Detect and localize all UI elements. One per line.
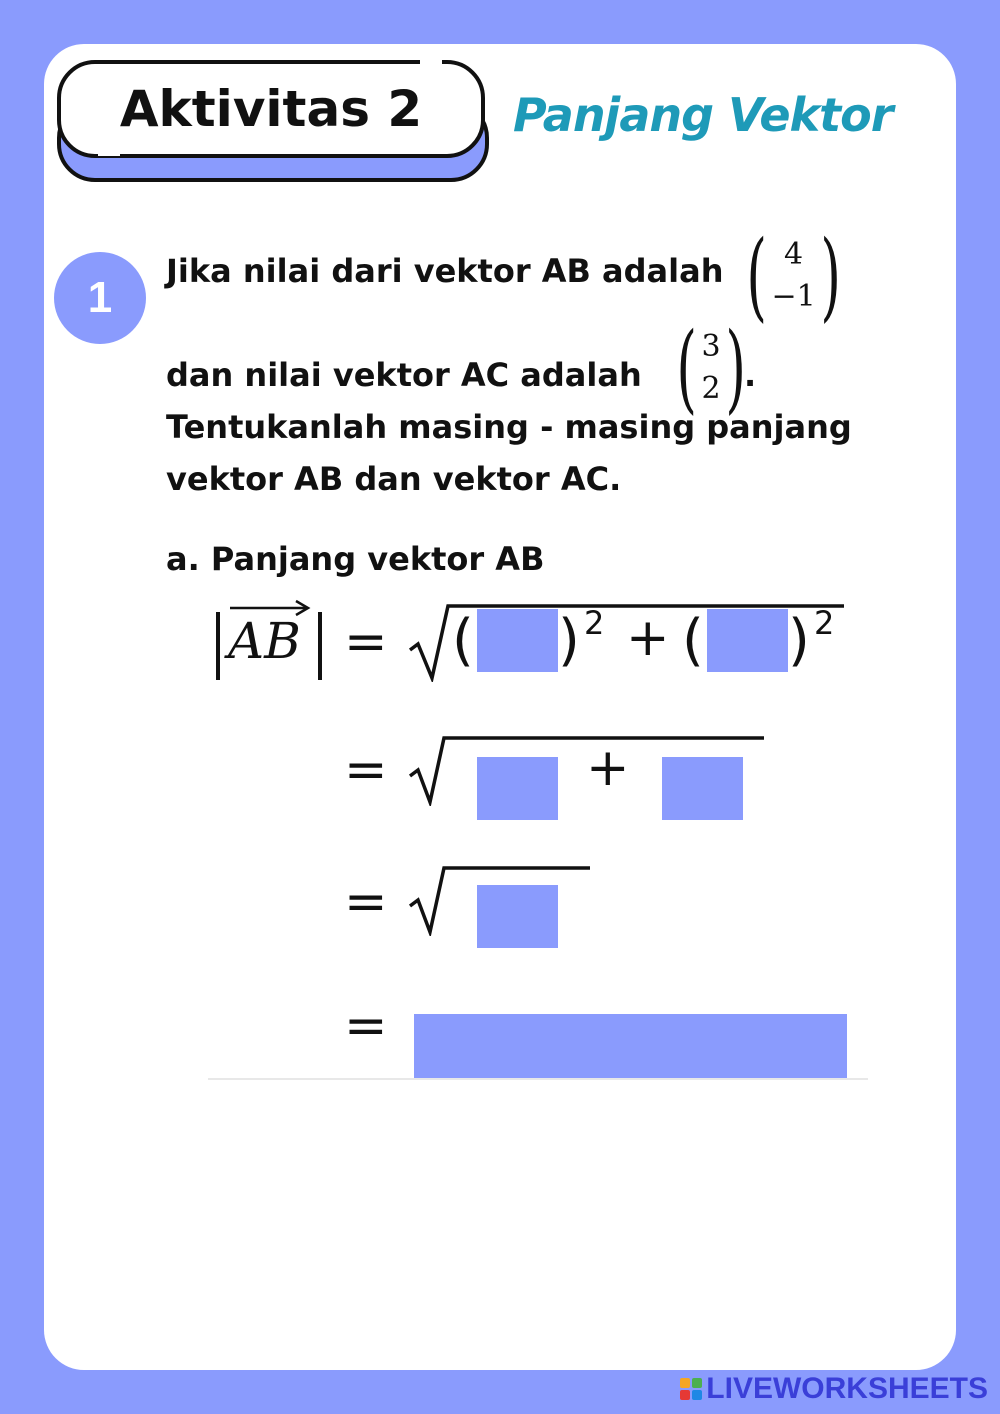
answer-box-square-1[interactable] [477, 757, 558, 820]
open-paren: ( [452, 608, 474, 673]
title-pill [57, 60, 485, 158]
equals-sign: = [344, 872, 388, 932]
page-subtitle: Panjang Vektor [513, 88, 893, 142]
vector-ab-x: 4 [784, 237, 804, 272]
question-period: . [744, 356, 757, 394]
answer-box-result[interactable] [414, 1014, 847, 1078]
question-line-2: dan nilai vektor AC adalah [166, 356, 642, 394]
exponent: 2 [814, 604, 835, 642]
divider [208, 1078, 868, 1080]
vector-arrow-icon [228, 598, 312, 618]
footer-brand [680, 1372, 988, 1406]
question-line-1: Jika nilai dari vektor AB adalah [166, 252, 724, 290]
answer-box-square-2[interactable] [662, 757, 743, 820]
vector-ab-y: −1 [771, 279, 816, 314]
question-line-3: Tentukanlah masing - masing panjang [166, 408, 852, 446]
equals-sign: = [344, 612, 388, 672]
exponent: 2 [584, 604, 605, 642]
vector-open-paren: ( [746, 220, 768, 332]
plus-sign: + [586, 738, 630, 798]
question-number: 1 [87, 273, 113, 322]
vector-open-paren: ( [676, 312, 698, 424]
vector-close-paren: ) [724, 312, 746, 424]
vector-close-paren: ) [820, 220, 841, 332]
answer-box-ab-y[interactable] [707, 609, 788, 672]
part-a-label: a. Panjang vektor AB [166, 540, 545, 578]
close-paren: ) [788, 608, 810, 673]
pill-gap [420, 56, 442, 64]
vector-ac-x: 3 [701, 329, 721, 364]
open-paren: ( [682, 608, 704, 673]
equals-sign: = [344, 740, 388, 800]
vector-ab [738, 220, 849, 332]
footer-brand-text: LIVEWORKSHEETS [706, 1372, 988, 1405]
answer-box-ab-x[interactable] [477, 609, 558, 672]
equals-sign: = [344, 996, 388, 1056]
liveworksheets-logo-icon [680, 1378, 702, 1400]
page-title: Aktivitas 2 [119, 80, 423, 138]
vector-ac-y: 2 [701, 371, 721, 406]
vector-ab-symbol: AB [228, 612, 301, 670]
close-paren: ) [558, 608, 580, 673]
abs-bar-left [216, 612, 220, 680]
vector-ac [668, 312, 757, 424]
question-line-4: vektor AB dan vektor AC. [166, 460, 622, 498]
answer-box-sum[interactable] [477, 885, 558, 948]
question-number-badge [54, 252, 146, 344]
pill-gap [98, 148, 120, 156]
plus-sign: + [626, 608, 670, 668]
abs-bar-right [318, 612, 322, 680]
